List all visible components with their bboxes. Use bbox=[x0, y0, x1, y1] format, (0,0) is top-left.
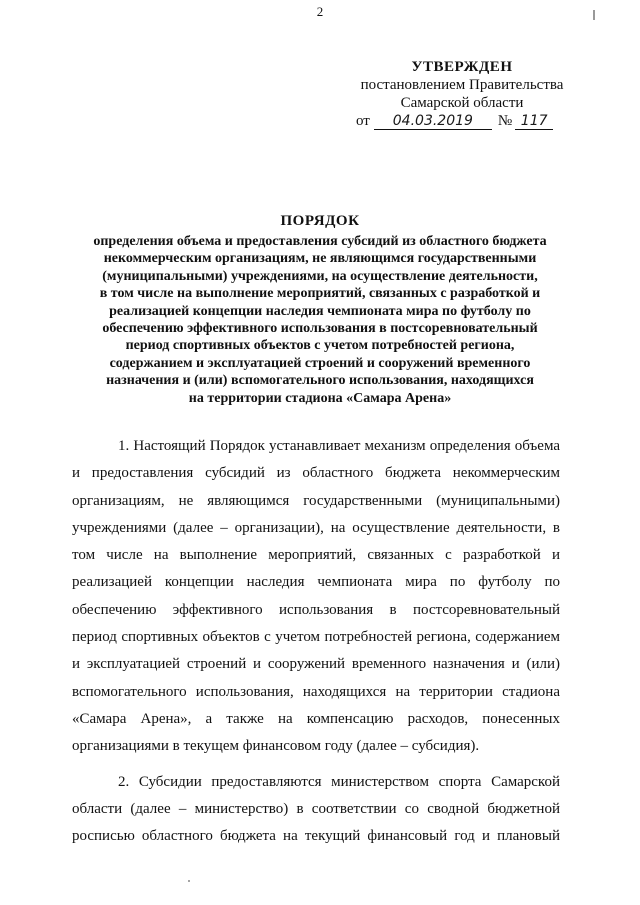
approval-title: УТВЕРЖДЕН bbox=[411, 59, 513, 75]
document-body bbox=[72, 433, 560, 850]
paragraph-line: и эксплуатацией строений и сооружений временного назначения и (или) bbox=[72, 656, 560, 673]
subtitle-line: определения объема и предоставления субсидий из областного бюджета bbox=[93, 234, 547, 249]
paragraph-line: организациям, не являющимся государственными (муниципальными) bbox=[72, 492, 560, 509]
paragraph-line: росписью областного бюджета на текущий финансовый год и плановый bbox=[72, 828, 560, 845]
subtitle-line: период спортивных объектов с учетом потребностей региона, bbox=[125, 338, 515, 354]
approval-line-1: постановлением Правительства bbox=[360, 77, 564, 93]
date-prefix: от bbox=[356, 113, 370, 129]
paragraph-line: период спортивных объектов с учетом потребностей региона, содержанием bbox=[72, 629, 560, 646]
subtitle-line: реализацией концепции наследия чемпионата мира по футболу по bbox=[109, 303, 531, 319]
paragraph-line: 1. Настоящий Порядок устанавливает механизм определения объема bbox=[118, 438, 560, 454]
paragraph-line: том числе на выполнение мероприятий, связанных с разработкой и bbox=[72, 547, 560, 564]
paragraph-line: организациями в текущем финансовом году (далее – субсидия). bbox=[72, 738, 480, 755]
document-subtitle bbox=[60, 233, 580, 407]
subtitle-line: некоммерческим организациям, не являющимся государственными bbox=[103, 251, 537, 267]
subtitle-line: обеспечению эффективного использования в постсоревновательный bbox=[102, 321, 538, 337]
subtitle-line: в том числе на выполнение мероприятий, связанных с разработкой и bbox=[99, 286, 541, 302]
paragraph-line: области (далее – министерство) в соответствии со сводной бюджетной bbox=[72, 800, 560, 817]
paragraph-1 bbox=[72, 433, 560, 761]
paragraph-line: реализацией концепции наследия чемпионата мира по футболу по bbox=[72, 574, 560, 591]
handwritten-number: 117 bbox=[515, 113, 553, 130]
paragraph-line: 2. Субсидии предоставляются министерством спорта Самарской bbox=[118, 773, 560, 790]
page-number: 2 bbox=[316, 4, 324, 19]
approval-date-line bbox=[352, 112, 572, 130]
paragraph-line: учреждениями (далее – организации), на осуществление деятельности, в bbox=[72, 519, 560, 536]
paragraph-line: вспомогательного использования, находящихся на территории стадиона bbox=[72, 683, 560, 700]
paragraph-line: и предоставления субсидий из областного бюджета некоммерческим bbox=[72, 465, 560, 482]
scan-speck bbox=[188, 880, 190, 882]
subtitle-line: (муниципальными) учреждениями, на осуществление деятельности, bbox=[102, 268, 538, 284]
handwritten-date: 04.03.2019 bbox=[374, 113, 492, 130]
approval-line-2: Самарской области bbox=[400, 95, 524, 111]
approval-block bbox=[352, 58, 572, 130]
number-prefix: № bbox=[497, 113, 513, 129]
subtitle-line: на территории стадиона «Самара Арена» bbox=[188, 390, 452, 406]
paragraph-line: обеспечению эффективного использования в постсоревновательный bbox=[72, 601, 560, 618]
subtitle-line: назначения и (или) вспомогательного использования, находящихся bbox=[106, 373, 534, 389]
scan-mark bbox=[593, 10, 595, 20]
paragraph-line: «Самара Арена», а также на компенсацию расходов, понесенных bbox=[72, 710, 560, 727]
subtitle-line: содержанием и эксплуатацией строений и сооружений временного bbox=[109, 355, 531, 371]
paragraph-2 bbox=[72, 769, 560, 851]
document-title: ПОРЯДОК bbox=[280, 213, 360, 229]
